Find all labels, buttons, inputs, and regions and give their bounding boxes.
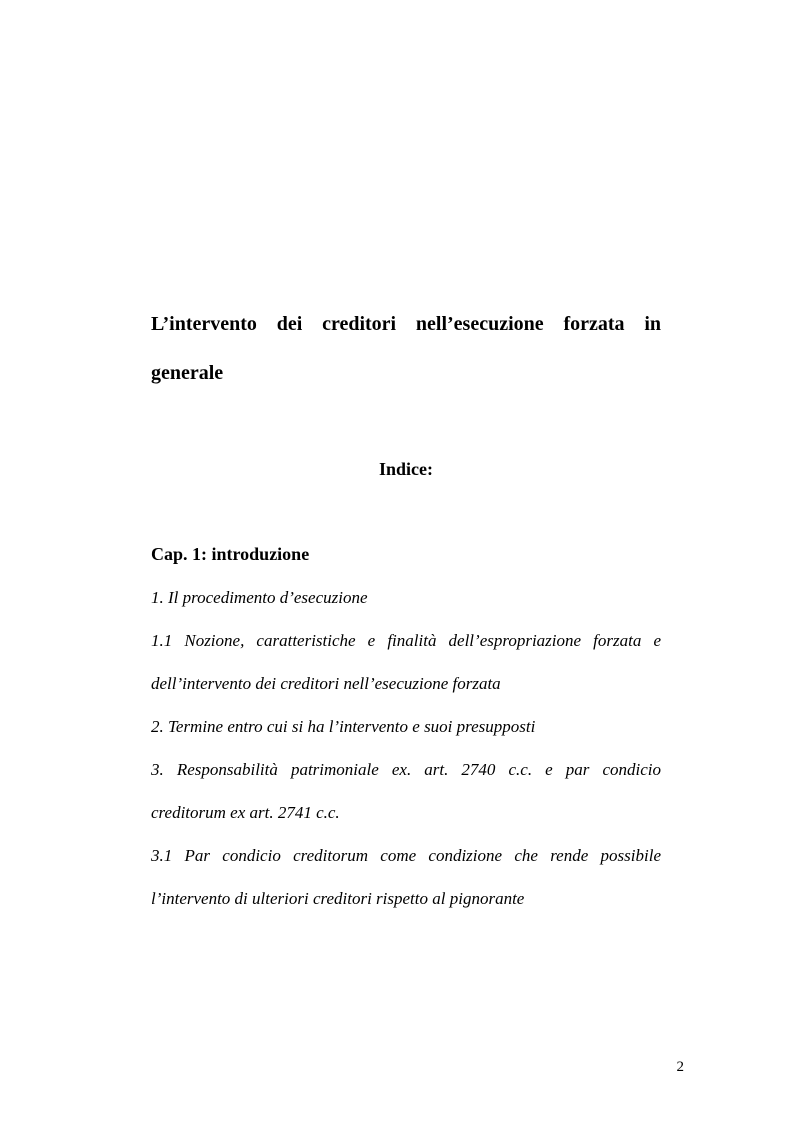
toc-entry-continuation: dell’intervento dei creditori nell’esecuzione forzata — [151, 674, 501, 693]
document-title-line-2: generale — [151, 362, 224, 384]
page-number: 2 — [676, 1059, 684, 1075]
document-title-line-1: L’intervento dei creditori nell’esecuzione forzata in — [151, 313, 661, 335]
toc-entry-continuation: creditorum ex art. 2741 c.c. — [151, 803, 340, 822]
index-heading: Indice: — [379, 459, 433, 479]
toc-entry: 1.1 Nozione, caratteristiche e finalità dell’espropriazione forzata e — [151, 631, 661, 650]
chapter-heading: Cap. 1: introduzione — [151, 544, 310, 564]
toc-entry: 1. Il procedimento d’esecuzione — [151, 588, 368, 607]
toc-entry-continuation: l’intervento di ulteriori creditori rispetto al pignorante — [151, 889, 525, 908]
toc-entry: 3.1 Par condicio creditorum come condizione che rende possibile — [151, 846, 661, 865]
toc-entry: 3. Responsabilità patrimoniale ex. art. 2740 c.c. e par condicio — [151, 760, 661, 779]
toc-entry: 2. Termine entro cui si ha l’intervento e suoi presupposti — [151, 717, 536, 736]
